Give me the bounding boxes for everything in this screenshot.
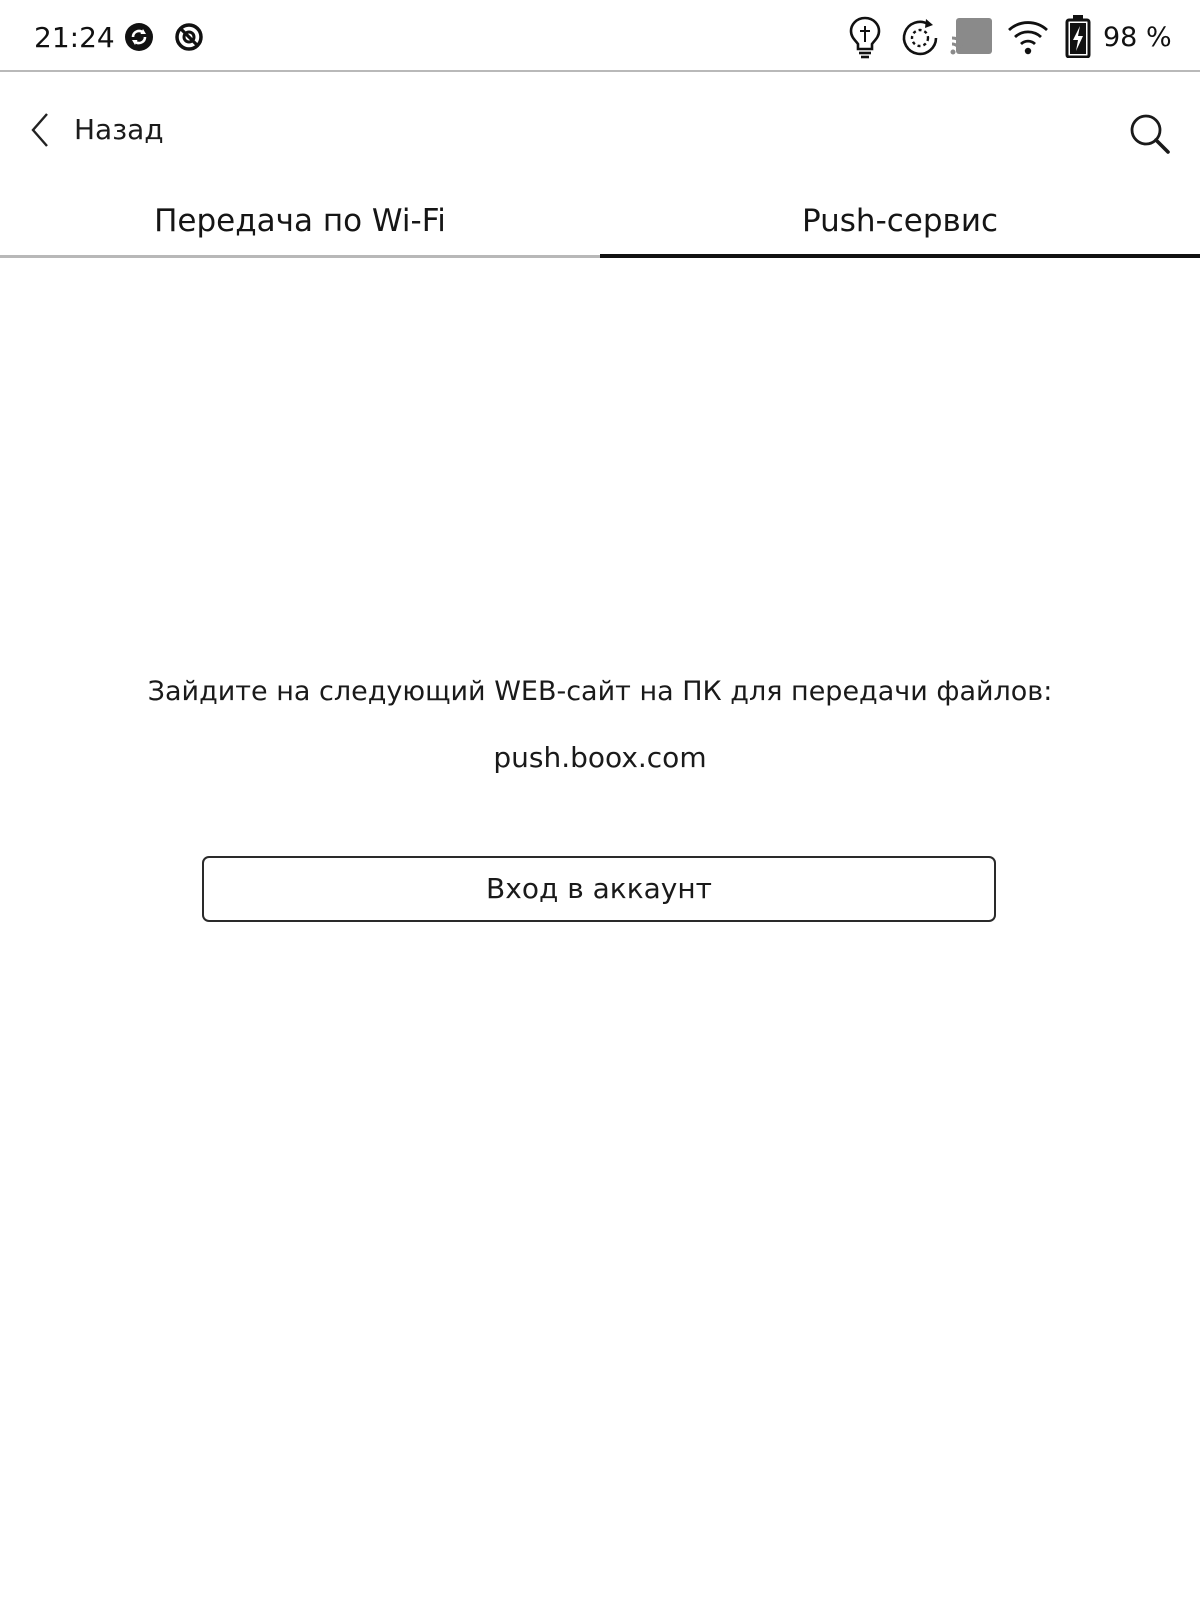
battery-charging-icon (1064, 14, 1092, 58)
login-button[interactable]: Вход в аккаунт (202, 856, 996, 922)
header (0, 72, 1200, 190)
sync-icon (124, 22, 154, 52)
back-label: Назад (74, 113, 164, 146)
tab-wifi-transfer[interactable]: Передача по Wi-Fi (0, 190, 600, 258)
search-button[interactable] (1126, 110, 1174, 158)
refresh-mode-icon (898, 16, 942, 60)
cast-icon (950, 18, 994, 56)
search-icon (1126, 110, 1174, 158)
push-url: push.boox.com (493, 741, 707, 774)
do-not-disturb-icon (174, 22, 204, 52)
instruction-text: Зайдите на следующий WEB-сайт на ПК для передачи файлов: (147, 676, 1053, 707)
status-time: 21:24 (34, 21, 115, 54)
status-bar (0, 0, 1200, 72)
battery-percent: 98 % (1103, 22, 1172, 53)
frontlight-icon (846, 14, 884, 60)
chevron-left-icon (30, 112, 50, 148)
wifi-icon (1006, 16, 1050, 56)
back-button[interactable] (22, 102, 202, 158)
tab-bar (0, 190, 1200, 258)
tab-push-service[interactable]: Push-сервис (600, 190, 1200, 258)
